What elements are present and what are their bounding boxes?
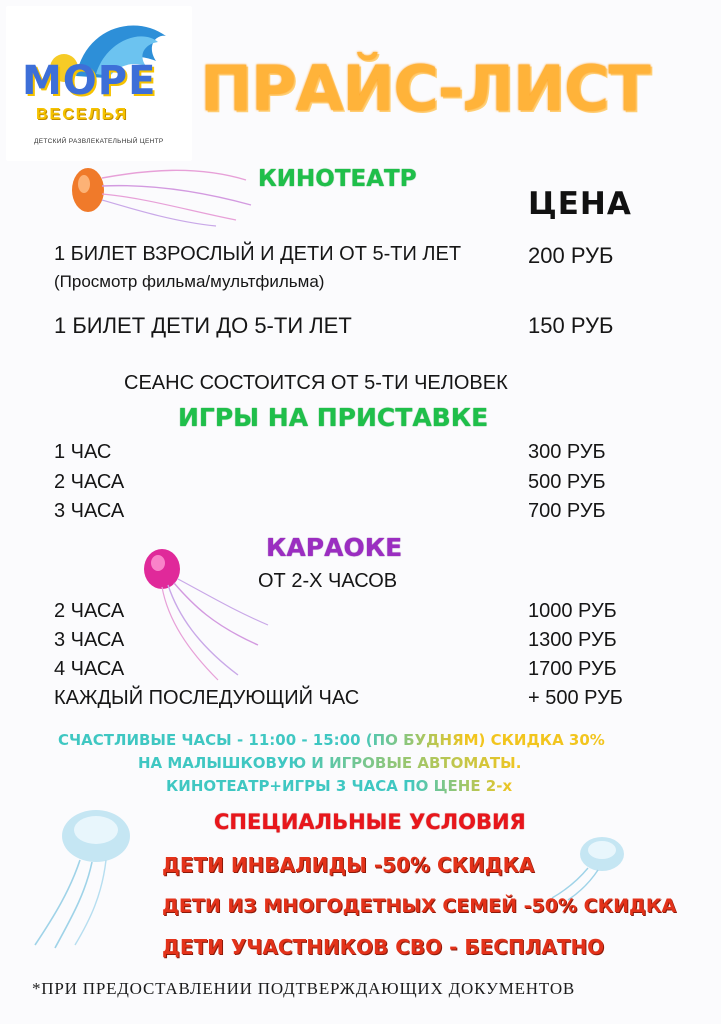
console-row-label: 2 ЧАСА <box>54 471 125 493</box>
karaoke-row-price: 1000 РУБ <box>528 600 617 622</box>
karaoke-row-price: 1700 РУБ <box>528 658 617 680</box>
logo-word-sea: МОРЕ <box>22 58 157 104</box>
cinema-session-note: СЕАНС СОСТОИТСЯ ОТ 5-ТИ ЧЕЛОВЕК <box>124 372 508 394</box>
footnote: *ПРИ ПРЕДОСТАВЛЕНИИ ПОДТВЕРЖДАЮЩИХ ДОКУМЕНТОВ <box>32 979 576 998</box>
logo-subtitle: ДЕТСКИЙ РАЗВЛЕКАТЕЛЬНЫЙ ЦЕНТР <box>34 138 164 145</box>
console-row-label: 1 ЧАС <box>54 441 112 463</box>
karaoke-heading: КАРАОКЕ <box>266 533 403 562</box>
special-heading: СПЕЦИАЛЬНЫЕ УСЛОВИЯ <box>214 810 526 834</box>
price-column-header: ЦЕНА <box>528 186 632 222</box>
console-row-price: 300 РУБ <box>528 441 606 463</box>
cinema-adult-ticket-price: 200 РУБ <box>528 243 614 268</box>
karaoke-row-label: 3 ЧАСА <box>54 629 125 651</box>
cinema-adult-ticket-note: (Просмотр фильма/мультфильма) <box>54 272 325 291</box>
happy-hours-text: СЧАСТЛИВЫЕ ЧАСЫ - 11:00 - 15:00 (ПО БУДНЯМ) СКИДКА 30% <box>58 731 605 749</box>
console-heading: ИГРЫ НА ПРИСТАВКЕ <box>178 403 489 432</box>
happy-hours-line2: НА МАЛЫШКОВУЮ И ИГРОВЫЕ АВТОМАТЫ. <box>138 754 522 772</box>
special-item: ДЕТИ ИЗ МНОГОДЕТНЫХ СЕМЕЙ -50% СКИДКА <box>162 895 677 917</box>
jellyfish-blue-left-icon <box>30 800 140 950</box>
happy-hours-line3: КИНОТЕАТР+ИГРЫ 3 ЧАСА ПО ЦЕНЕ 2-х <box>166 777 513 795</box>
cinema-child-ticket-price: 150 РУБ <box>528 313 614 338</box>
console-row-label: 3 ЧАСА <box>54 500 125 522</box>
jellyfish-blue-right-icon <box>548 832 628 902</box>
console-row-price: 700 РУБ <box>528 500 606 522</box>
happy-hours-line1 <box>58 731 605 749</box>
karaoke-row-price: 1300 РУБ <box>528 629 617 651</box>
karaoke-row-label: КАЖДЫЙ ПОСЛЕДУЮЩИЙ ЧАС <box>54 687 360 709</box>
cinema-adult-ticket-label: 1 БИЛЕТ ВЗРОСЛЫЙ И ДЕТИ ОТ 5-ТИ ЛЕТ <box>54 243 462 265</box>
cinema-child-ticket-label: 1 БИЛЕТ ДЕТИ ДО 5-ТИ ЛЕТ <box>54 313 352 338</box>
karaoke-row-label: 4 ЧАСА <box>54 658 125 680</box>
logo-word-fun: ВЕСЕЛЬЯ <box>36 106 129 123</box>
special-item: ДЕТИ ИНВАЛИДЫ -50% СКИДКА <box>162 853 535 877</box>
jellyfish-orange-icon <box>66 150 256 230</box>
console-row-price: 500 РУБ <box>528 471 606 493</box>
karaoke-row-label: 2 ЧАСА <box>54 600 125 622</box>
cinema-heading: КИНОТЕАТР <box>258 166 417 192</box>
karaoke-subheading: ОТ 2-Х ЧАСОВ <box>258 570 398 592</box>
page-title: ПРАЙС-ЛИСТ <box>200 52 650 125</box>
special-item: ДЕТИ УЧАСТНИКОВ СВО - БЕСПЛАТНО <box>162 935 605 959</box>
jellyfish-pink-icon <box>138 545 278 685</box>
karaoke-row-price: + 500 РУБ <box>528 687 623 709</box>
